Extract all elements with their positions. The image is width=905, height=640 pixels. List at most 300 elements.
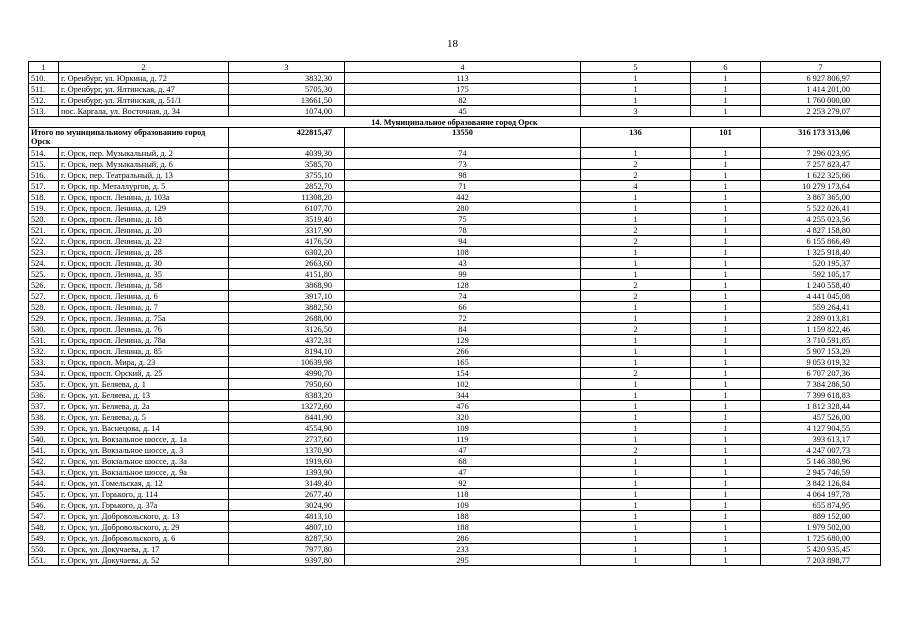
table-cell: 1	[691, 291, 761, 302]
table-cell: 8194,10	[229, 346, 345, 357]
table-cell: 3 867 365,00	[761, 192, 881, 203]
table-cell: 1	[691, 478, 761, 489]
table-row	[29, 236, 881, 247]
table-cell: 71	[345, 181, 581, 192]
table-row	[29, 73, 881, 84]
table-cell: 4813,10	[229, 511, 345, 522]
table-body	[29, 62, 881, 566]
table-cell: 4176,50	[229, 236, 345, 247]
table-cell: 393 613,17	[761, 434, 881, 445]
table-cell: 6107,70	[229, 203, 345, 214]
table-cell: 1	[691, 258, 761, 269]
table-cell: 535.	[29, 379, 59, 390]
table-cell: 4 441 045,08	[761, 291, 881, 302]
table-cell: 6302,20	[229, 247, 345, 258]
table-cell: 1	[581, 258, 691, 269]
table-cell: 47	[345, 445, 581, 456]
table-cell: г. Орск, ул. Вокзальное шоссе, д. 3	[59, 445, 229, 456]
table-cell: 1919,60	[229, 456, 345, 467]
table-cell: 7 399 618,83	[761, 390, 881, 401]
table-cell: 4 827 158,80	[761, 225, 881, 236]
table-cell: 45	[345, 106, 581, 117]
column-number: 2	[59, 62, 229, 73]
table-cell: 1	[581, 533, 691, 544]
table-cell: 523.	[29, 247, 59, 258]
table-cell: 5 420 935,45	[761, 544, 881, 555]
table-cell: 2737,60	[229, 434, 345, 445]
table-row	[29, 522, 881, 533]
table-cell: 1	[691, 467, 761, 478]
table-cell: г. Орск, просп. Ленина, д. 129	[59, 203, 229, 214]
table-cell: 1 622 325,66	[761, 170, 881, 181]
table-row	[29, 170, 881, 181]
table-cell: 99	[345, 269, 581, 280]
table-cell: г. Орск, ул. Докучаева, д. 52	[59, 555, 229, 566]
column-number: 4	[345, 62, 581, 73]
total-row	[29, 128, 881, 148]
table-cell: 74	[345, 291, 581, 302]
table-cell: 546.	[29, 500, 59, 511]
table-cell: 344	[345, 390, 581, 401]
table-cell: 6 707 207,36	[761, 368, 881, 379]
table-cell: 6 927 806,97	[761, 73, 881, 84]
table-cell: 9397,80	[229, 555, 345, 566]
table-cell: 94	[345, 236, 581, 247]
table-cell: 1	[581, 434, 691, 445]
table-cell: 539.	[29, 423, 59, 434]
table-cell: 92	[345, 478, 581, 489]
table-cell: 4 247 007,73	[761, 445, 881, 456]
table-row	[29, 511, 881, 522]
table-cell: 512.	[29, 95, 59, 106]
table-cell: 2 253 279,07	[761, 106, 881, 117]
table-cell: 1	[581, 214, 691, 225]
table-cell: 7 384 286,50	[761, 379, 881, 390]
table-row	[29, 412, 881, 423]
table-cell: 510.	[29, 73, 59, 84]
table-cell: 10 279 173,64	[761, 181, 881, 192]
table-cell: 1	[691, 170, 761, 181]
table-cell: г. Орск, пер. Театральный, д. 13	[59, 170, 229, 181]
table-cell: г. Орск, ул. Беляева, д. 13	[59, 390, 229, 401]
table-cell: 82	[345, 95, 581, 106]
table-cell: 1393,90	[229, 467, 345, 478]
table-cell: 2677,40	[229, 489, 345, 500]
table-cell: 531.	[29, 335, 59, 346]
table-cell: г. Орск, пр. Металлургов, д. 5	[59, 181, 229, 192]
table-cell: 529.	[29, 313, 59, 324]
table-cell: 72	[345, 313, 581, 324]
table-row	[29, 313, 881, 324]
table-cell: 548.	[29, 522, 59, 533]
table-cell: 1	[691, 302, 761, 313]
table-row	[29, 434, 881, 445]
table-cell: 2 945 746,59	[761, 467, 881, 478]
table-cell: 516.	[29, 170, 59, 181]
table-row	[29, 181, 881, 192]
table-cell: 3 842 126,84	[761, 478, 881, 489]
table-row	[29, 544, 881, 555]
table-row	[29, 346, 881, 357]
table-cell: 7 296 023,95	[761, 148, 881, 159]
table-row	[29, 555, 881, 566]
table-cell: 547.	[29, 511, 59, 522]
table-cell: г. Орск, ул. Гомельская, д. 12	[59, 478, 229, 489]
table-cell: 13272,60	[229, 401, 345, 412]
table-cell: 1	[691, 423, 761, 434]
table-cell: 75	[345, 214, 581, 225]
table-row	[29, 489, 881, 500]
table-cell: г. Орск, просп. Мира, д. 23	[59, 357, 229, 368]
table-row	[29, 258, 881, 269]
table-cell: 1	[581, 478, 691, 489]
table-cell: 7950,60	[229, 379, 345, 390]
table-cell: 1	[581, 302, 691, 313]
table-cell: 2	[581, 280, 691, 291]
table-cell: г. Орск, ул. Беляева, д. 2а	[59, 401, 229, 412]
table-cell: 3755,10	[229, 170, 345, 181]
table-cell: 550.	[29, 544, 59, 555]
table-cell: 1	[691, 84, 761, 95]
table-cell: 542.	[29, 456, 59, 467]
table-cell: 175	[345, 84, 581, 95]
table-cell: 1	[581, 313, 691, 324]
table-cell: 1	[691, 555, 761, 566]
table-cell: 515.	[29, 159, 59, 170]
table-cell: 543.	[29, 467, 59, 478]
table-cell: 1	[581, 522, 691, 533]
table-row	[29, 225, 881, 236]
table-cell: г. Орск, ул. Вокзальное шоссе, д. 9а	[59, 467, 229, 478]
table-cell: 528.	[29, 302, 59, 313]
table-cell: 3149,40	[229, 478, 345, 489]
table-cell: 1 812 328,44	[761, 401, 881, 412]
table-cell: 521.	[29, 225, 59, 236]
table-cell: 1 325 918,40	[761, 247, 881, 258]
table-cell: 530.	[29, 324, 59, 335]
table-row	[29, 280, 881, 291]
table-cell: 1	[691, 368, 761, 379]
table-cell: 1	[581, 84, 691, 95]
table-row	[29, 247, 881, 258]
table-cell: 1 760 000,00	[761, 95, 881, 106]
table-cell: 295	[345, 555, 581, 566]
table-row	[29, 291, 881, 302]
total-label: Итого по муниципальному образованию город Орск	[29, 128, 229, 148]
table-cell: 1	[581, 412, 691, 423]
table-cell: г. Орск, ул. Васнецова, д. 14	[59, 423, 229, 434]
table-cell: 2663,60	[229, 258, 345, 269]
table-cell: г. Орск, ул. Добровольского, д. 13	[59, 511, 229, 522]
table-cell: 518.	[29, 192, 59, 203]
table-cell: 233	[345, 544, 581, 555]
table-cell: г. Орск, просп. Ленина, д. 35	[59, 269, 229, 280]
total-col5: 136	[581, 128, 691, 148]
table-cell: 113	[345, 73, 581, 84]
table-row	[29, 335, 881, 346]
table-cell: г. Орск, просп. Ленина, д. 6	[59, 291, 229, 302]
table-cell: г. Орск, ул. Беляева, д. 5	[59, 412, 229, 423]
table-cell: 102	[345, 379, 581, 390]
housing-register-table	[28, 61, 881, 566]
table-cell: г. Оренбург, ул. Ялтинская, д. 51/1	[59, 95, 229, 106]
table-row	[29, 533, 881, 544]
table-cell: 1	[691, 412, 761, 423]
column-number: 3	[229, 62, 345, 73]
table-cell: 4990,70	[229, 368, 345, 379]
table-cell: 4039,30	[229, 148, 345, 159]
table-cell: 1	[691, 533, 761, 544]
table-cell: 3	[581, 106, 691, 117]
table-row	[29, 500, 881, 511]
table-row	[29, 214, 881, 225]
table-cell: 476	[345, 401, 581, 412]
table-cell: 513.	[29, 106, 59, 117]
table-cell: 2	[581, 324, 691, 335]
table-cell: г. Орск, ул. Беляева, д. 1	[59, 379, 229, 390]
table-row	[29, 203, 881, 214]
table-cell: г. Орск, просп. Ленина, д. 58	[59, 280, 229, 291]
table-cell: 1	[691, 269, 761, 280]
table-cell: 320	[345, 412, 581, 423]
table-cell: 549.	[29, 533, 59, 544]
table-row	[29, 379, 881, 390]
table-cell: 541.	[29, 445, 59, 456]
table-cell: 8383,20	[229, 390, 345, 401]
table-cell: 1	[581, 489, 691, 500]
table-cell: 544.	[29, 478, 59, 489]
table-cell: г. Оренбург, ул. Юркина, д. 72	[59, 73, 229, 84]
table-cell: 119	[345, 434, 581, 445]
table-cell: 3 710 591,85	[761, 335, 881, 346]
table-cell: 2	[581, 236, 691, 247]
table-cell: 2	[581, 159, 691, 170]
table-cell: 457 526,00	[761, 412, 881, 423]
table-cell: 1	[581, 401, 691, 412]
table-cell: 2	[581, 225, 691, 236]
total-area: 422815,47	[229, 128, 345, 148]
table-cell: 534.	[29, 368, 59, 379]
table-cell: 1	[581, 357, 691, 368]
table-row	[29, 357, 881, 368]
table-row	[29, 84, 881, 95]
table-cell: 7 257 823,47	[761, 159, 881, 170]
table-cell: г. Орск, ул. Добровольского, д. 29	[59, 522, 229, 533]
table-cell: 188	[345, 522, 581, 533]
table-cell: 2	[581, 445, 691, 456]
table-cell: 1	[581, 500, 691, 511]
table-cell: 1074,00	[229, 106, 345, 117]
table-cell: 1	[691, 511, 761, 522]
table-cell: 74	[345, 148, 581, 159]
table-cell: г. Орск, просп. Ленина, д. 75а	[59, 313, 229, 324]
table-row	[29, 390, 881, 401]
table-cell: 1	[581, 335, 691, 346]
table-cell: г. Орск, просп. Ленина, д. 30	[59, 258, 229, 269]
table-cell: 1	[691, 236, 761, 247]
table-cell: 1	[691, 214, 761, 225]
table-cell: 13661,50	[229, 95, 345, 106]
table-cell: 524.	[29, 258, 59, 269]
column-number-row	[29, 62, 881, 73]
table-cell: 8441,90	[229, 412, 345, 423]
table-cell: г. Орск, просп. Ленина, д. 76	[59, 324, 229, 335]
table-cell: 1	[581, 555, 691, 566]
table-cell: 537.	[29, 401, 59, 412]
table-cell: г. Орск, ул. Горького, д. 37а	[59, 500, 229, 511]
table-cell: 188	[345, 511, 581, 522]
table-row	[29, 324, 881, 335]
table-cell: г. Орск, просп. Ленина, д. 28	[59, 247, 229, 258]
table-row	[29, 478, 881, 489]
table-cell: 4807,10	[229, 522, 345, 533]
table-row	[29, 401, 881, 412]
table-cell: 286	[345, 533, 581, 544]
column-number: 6	[691, 62, 761, 73]
table-cell: 1	[691, 401, 761, 412]
table-cell: 2 289 013,81	[761, 313, 881, 324]
table-cell: 109	[345, 500, 581, 511]
table-cell: г. Орск, просп. Ленина, д. 103а	[59, 192, 229, 203]
table-cell: г. Орск, просп. Ленина, д. 78а	[59, 335, 229, 346]
table-cell: 8287,50	[229, 533, 345, 544]
table-cell: 10639,98	[229, 357, 345, 368]
table-cell: 1	[581, 511, 691, 522]
table-cell: 109	[345, 423, 581, 434]
table-cell: 1	[691, 489, 761, 500]
table-cell: 4 064 197,78	[761, 489, 881, 500]
table-cell: 1	[691, 280, 761, 291]
table-cell: 2	[581, 368, 691, 379]
table-cell: пос. Каргала, ул. Восточная, д. 34	[59, 106, 229, 117]
table-cell: 1	[581, 456, 691, 467]
table-cell: 520 195,37	[761, 258, 881, 269]
table-row	[29, 95, 881, 106]
table-cell: 1	[691, 106, 761, 117]
table-cell: 889 152,00	[761, 511, 881, 522]
table-cell: 1	[581, 467, 691, 478]
table-cell: 66	[345, 302, 581, 313]
table-cell: 551.	[29, 555, 59, 566]
table-cell: 1	[691, 159, 761, 170]
table-cell: 533.	[29, 357, 59, 368]
table-row	[29, 192, 881, 203]
table-cell: 525.	[29, 269, 59, 280]
table-cell: 84	[345, 324, 581, 335]
table-cell: 3882,50	[229, 302, 345, 313]
table-cell: 7 203 898,77	[761, 555, 881, 566]
table-cell: г. Орск, пер. Музыкальный, д. 2	[59, 148, 229, 159]
table-row	[29, 456, 881, 467]
table-cell: 9 053 019,32	[761, 357, 881, 368]
section-title: 14. Муниципальное образование город Орск	[29, 117, 881, 128]
table-cell: 1	[581, 73, 691, 84]
column-number: 7	[761, 62, 881, 73]
table-cell: 68	[345, 456, 581, 467]
table-cell: 3317,90	[229, 225, 345, 236]
table-cell: 1	[691, 346, 761, 357]
table-cell: 592 105,17	[761, 269, 881, 280]
table-cell: 522.	[29, 236, 59, 247]
table-cell: 2	[581, 170, 691, 181]
total-col6: 101	[691, 128, 761, 148]
table-cell: 1	[691, 445, 761, 456]
table-cell: 1370,90	[229, 445, 345, 456]
table-cell: 1	[691, 73, 761, 84]
table-cell: 5 522 026,41	[761, 203, 881, 214]
table-cell: 128	[345, 280, 581, 291]
table-cell: 442	[345, 192, 581, 203]
table-cell: 1	[691, 313, 761, 324]
table-cell: 1	[581, 269, 691, 280]
table-cell: 1	[691, 95, 761, 106]
table-cell: г. Орск, ул. Вокзальное шоссе, д. 1а	[59, 434, 229, 445]
table-cell: 1	[691, 148, 761, 159]
table-cell: 526.	[29, 280, 59, 291]
table-cell: 2	[581, 291, 691, 302]
table-cell: 1	[691, 357, 761, 368]
table-cell: 1 725 680,00	[761, 533, 881, 544]
table-cell: 1	[691, 247, 761, 258]
table-cell: 266	[345, 346, 581, 357]
table-cell: 3024,90	[229, 500, 345, 511]
table-cell: 1	[691, 324, 761, 335]
table-cell: 538.	[29, 412, 59, 423]
table-cell: 280	[345, 203, 581, 214]
table-cell: 1	[691, 379, 761, 390]
table-row	[29, 159, 881, 170]
table-row	[29, 467, 881, 478]
table-row	[29, 368, 881, 379]
section-title-row	[29, 117, 881, 128]
table-cell: 1 979 502,00	[761, 522, 881, 533]
table-cell: 73	[345, 159, 581, 170]
table-cell: 43	[345, 258, 581, 269]
table-row	[29, 148, 881, 159]
column-number: 5	[581, 62, 691, 73]
table-cell: 1	[691, 434, 761, 445]
table-cell: 1	[691, 390, 761, 401]
table-cell: 1	[581, 192, 691, 203]
table-cell: 3868,90	[229, 280, 345, 291]
table-row	[29, 269, 881, 280]
table-cell: 1	[691, 500, 761, 511]
table-cell: 540.	[29, 434, 59, 445]
table-cell: 536.	[29, 390, 59, 401]
table-cell: 655 874,95	[761, 500, 881, 511]
table-cell: г. Орск, ул. Вокзальное шоссе, д. 3а	[59, 456, 229, 467]
table-cell: 4372,31	[229, 335, 345, 346]
table-cell: 1	[691, 203, 761, 214]
table-cell: 3917,10	[229, 291, 345, 302]
table-cell: 1	[691, 544, 761, 555]
table-cell: 7977,80	[229, 544, 345, 555]
table-cell: 520.	[29, 214, 59, 225]
table-row	[29, 445, 881, 456]
table-cell: 1	[691, 225, 761, 236]
table-cell: 5 907 153,29	[761, 346, 881, 357]
table-cell: 4554,90	[229, 423, 345, 434]
table-cell: 11308,20	[229, 192, 345, 203]
table-cell: 559 264,41	[761, 302, 881, 313]
table-cell: 1 159 822,46	[761, 324, 881, 335]
table-cell: 47	[345, 467, 581, 478]
table-cell: г. Орск, пер. Музыкальный, д. 6	[59, 159, 229, 170]
table-cell: г. Орск, просп. Ленина, д. 18	[59, 214, 229, 225]
table-cell: 1	[581, 148, 691, 159]
table-cell: 98	[345, 170, 581, 181]
table-cell: 108	[345, 247, 581, 258]
